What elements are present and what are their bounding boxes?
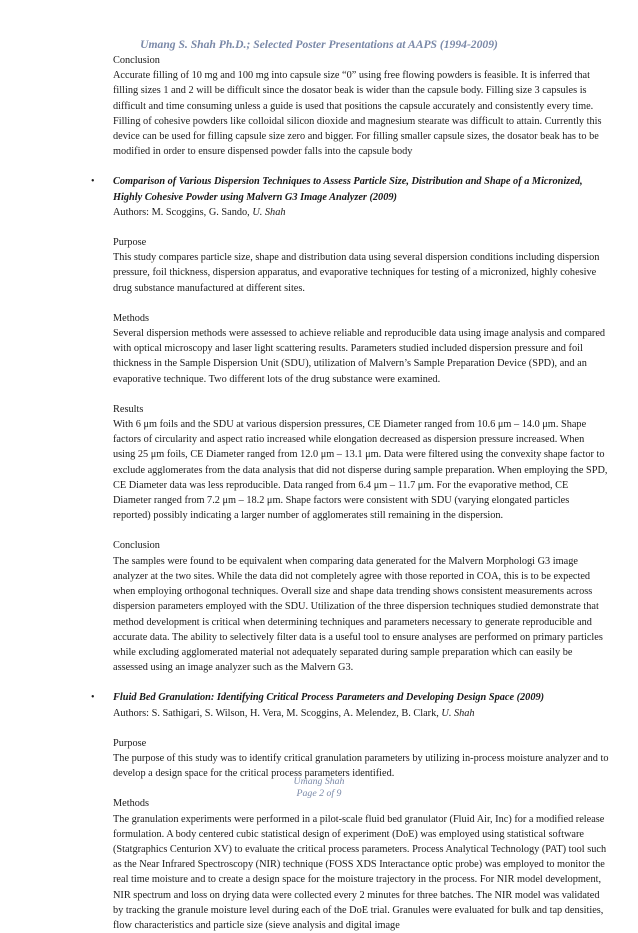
author-highlight: U. Shah [252,206,286,218]
purpose-heading: Purpose [113,737,147,749]
methods-text: Several dispersion methods were assessed to achieve reliable and reproducible data using image analysis and compared with optical microscopy and laser light scattering results. Parameters studied included dispersion pressure and foil thickness in the Sample Dispersion Unit (SDU), utilization of Malvern’s Sample Preparation Device (SPD), and an evaporative technique. Two different lots of the drug substance were examined. [113,328,606,385]
authors-list: Authors: M. Scoggins, G. Sando, [113,206,253,218]
conclusion-heading: Conclusion [113,540,160,552]
author-highlight: U. Shah [441,707,475,719]
poster-title: Fluid Bed Granulation: Identifying Critical Process Parameters and Developing Design Space (2009) [113,692,545,704]
previous-poster-conclusion [113,53,609,159]
section-text: Accurate filling of 10 mg and 100 mg into capsule size “0” using free flowing powders is feasible. It is inferred that filling sizes 1 and 2 will be difficult since the dosator beak is wider than the capsule body. Filling size 3 capsules is difficult and time consuming unless a guide is used that positions the capsule accurately and consistently every time. Filling of cohesive powders like colloidal silicon dioxide and magnesium stearate was difficult to attain. Currently this device can be used for filling capsule size zero and bigger. For filling smaller capsule sizes, the dosator beak has to be modified in order to ensure dispensed powder falls into the capsule body [113,70,602,158]
poster-authors [113,706,609,721]
page-number: Page 2 of 9 [296,787,342,799]
purpose-heading: Purpose [113,237,147,249]
methods-heading: Methods [113,312,150,324]
footer-author: Umang Shah [293,776,345,787]
purpose-text: The purpose of this study was to identify critical granulation parameters by utilizing in-process moisture analyzer and to develop a design space for the critical process parameters identified. [113,752,609,780]
page-header: Umang S. Shah Ph.D.; Selected Poster Presentations at AAPS (1994-2009) [140,38,498,51]
poster-authors [113,205,609,220]
methods-heading: Methods [113,798,150,810]
authors-list: Authors: S. Sathigari, S. Wilson, H. Vera, M. Scoggins, A. Melendez, B. Clark, [113,707,442,719]
section-heading: Conclusion [113,55,160,66]
page-content [91,53,609,933]
poster-entry-fluid-bed [91,690,609,933]
poster-entry-dispersion [91,174,609,675]
page-footer [0,776,638,799]
bullet-marker: • [91,176,95,188]
bullet-marker: • [91,692,95,704]
conclusion-text: The samples were found to be equivalent when comparing data generated for the Malvern Morphologi G3 image analyzer at the two sites. While the data did not completely agree with those reported in COA, this is to be expected when employing orthogonal techniques. Overall size and shape data trending shows consistent measurements across dispersion parameters employed with the SDU. Utilization of the three dispersion techniques studied demonstrate that method development is critical when determining techniques and parameters necessary to generate reproducible and accurate data. The ability to selectively filter data is a useful tool to ensure analyses are performed on primary particles while excluding agglomerated material not adequately separated during sample preparation which can easily be assessed using an image analyzer such as the Malvern G3. [113,555,603,674]
results-text: With 6 μm foils and the SDU at various dispersion pressures, CE Diameter ranged from 10.6 μm – 14.0 μm. Shape factors of circularity and aspect ratio increased while elongation decreased as dispersion pressure increased. When using 25 μm foils, CE Diameter ranged from 12.0 μm – 13.1 μm. Data were filtered using the convexity shape factor to exclude agglomerates from the data analysis that did not disperse during sample preparation. When employing the SPD, CE Diameter data was less reproducible. Data ranged from 6.4 μm – 11.7 μm. For the evaporative method, CE Diameter ranged from 7.2 μm – 18.2 μm. Shape factors were consistent with SDU (varying elongated particles reported) possibly indicating a larger number of agglomerates still remaining in the dispersion. [113,419,608,522]
methods-text: The granulation experiments were performed in a pilot-scale fluid bed granulator (Fluid Air, Inc) for a modified release formulation. A body centered cubic statistical design of experiment (DoE) was employed using statistical software (Statgraphics Centurion XV) to evaluate the critical process parameters. Process Analytical Technology (PAT) tool such as the Near Infrared Spectroscopy (NIR) technique (FOSS XDS Interactance optic probe) was employed to monitor the real time moisture and to create a design space for the moisture trajectory in the process. For NIR model development, NIR spectrum and loss on drying data were collected every 2 minutes for three batches. The NIR model was validated by tracking the granule moisture level during each of the DoE trial. Granules were evaluated for bulk and tap densities, flow characteristics and particle size (sieve analysis and digital image [113,813,607,931]
poster-title: Comparison of Various Dispersion Techniques to Assess Particle Size, Distribution and Shape of a Micronized, Highly Cohesive Powder using Malvern G3 Image Analyzer (2009) [113,176,583,203]
results-heading: Results [113,403,144,415]
purpose-text: This study compares particle size, shape and distribution data using several dispersion conditions including dispersion pressure, foil thickness, dispersion apparatus, and evaporative techniques for testing of a micronized, highly cohesive drug substance manufactured at different sites. [113,252,600,294]
